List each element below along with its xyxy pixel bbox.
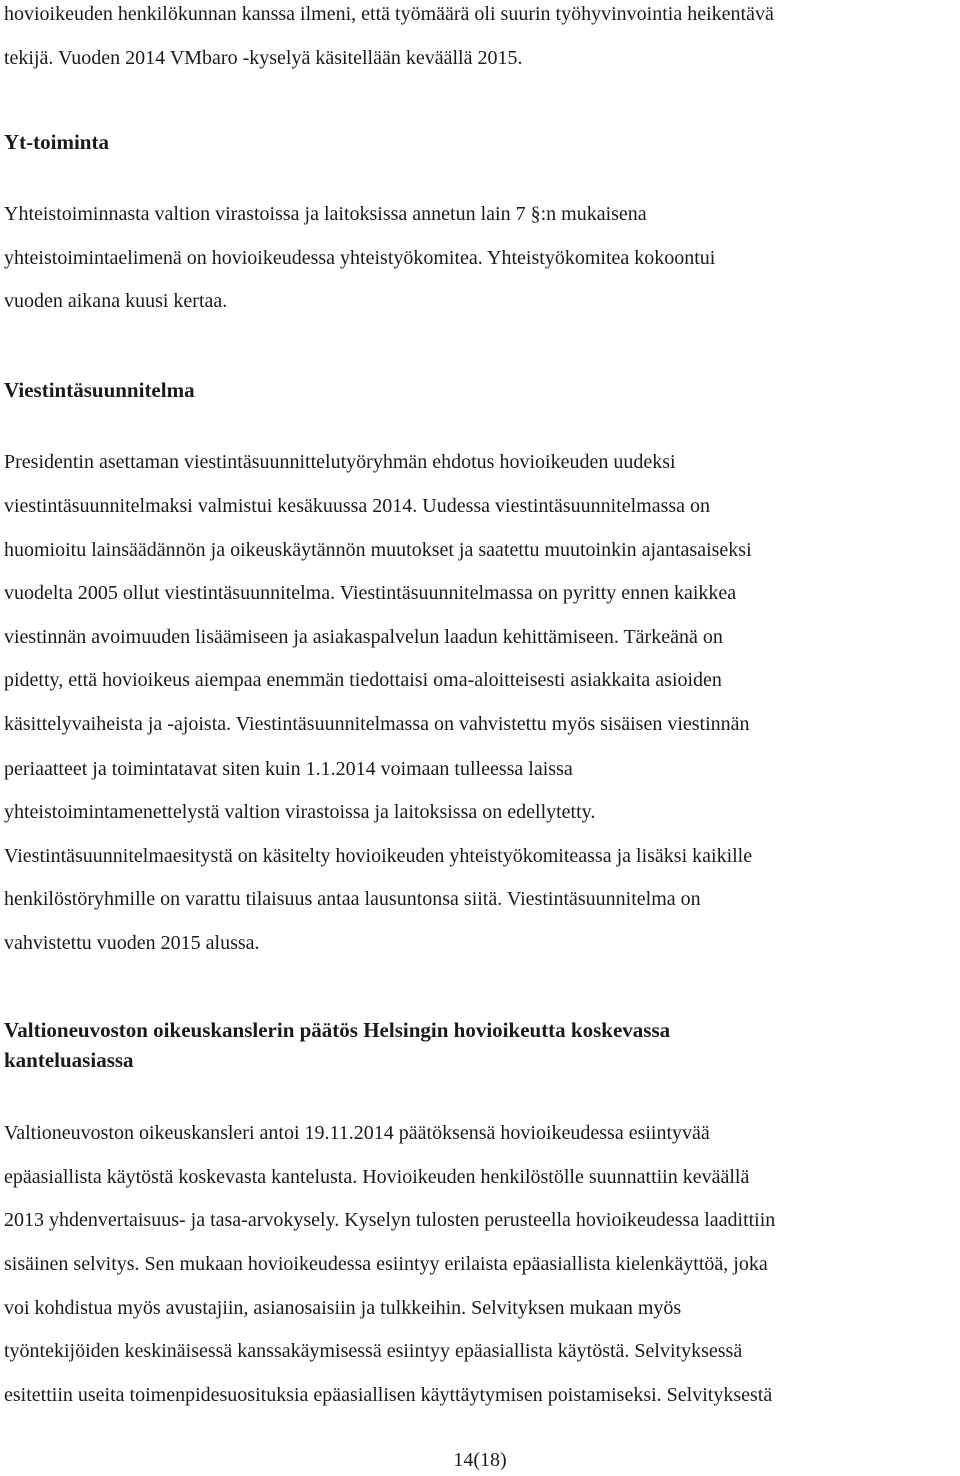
text-line: hovioikeuden henkilökunnan kanssa ilmeni, että työmäärä oli suurin työhyvinvointia heikentävä — [4, 3, 774, 25]
text-line: yhteistoimintaelimenä on hovioikeudessa yhteistyökomitea. Yhteistyökomitea kokoontui — [4, 247, 716, 269]
text-line: henkilöstöryhmille on varattu tilaisuus antaa lausuntonsa siitä. Viestintäsuunnitelma on — [4, 888, 701, 910]
text-line: huomioitu lainsäädännön ja oikeuskäytännön muutokset ja saatettu muutoinkin ajantasaiseksi — [4, 539, 752, 561]
text-line: Yhteistoiminnasta valtion virastoissa ja laitoksissa annetun lain 7 §:n mukaisena — [4, 203, 647, 225]
section-heading-yt-toiminta: Yt-toiminta — [4, 130, 109, 154]
text-line: pidetty, että hovioikeus aiempaa enemmän tiedottaisi oma-aloitteisesti asiakkaita asioiden — [4, 669, 722, 691]
text-line: yhteistoimintamenettelystä valtion virastoissa ja laitoksissa on edellytetty. — [4, 801, 596, 823]
text-line: vahvistettu vuoden 2015 alussa. — [4, 932, 260, 954]
text-line: viestinnän avoimuuden lisäämiseen ja asiakaspalvelun laadun kehittämiseen. Tärkeänä on — [4, 626, 723, 648]
text-line: Valtioneuvoston oikeuskansleri antoi 19.11.2014 päätöksensä hovioikeudessa esiintyvää — [4, 1122, 710, 1144]
text-line: Viestintäsuunnitelmaesitystä on käsitelty hovioikeuden yhteistyökomiteassa ja lisäksi kaikille — [4, 845, 753, 867]
text-line: vuodelta 2005 ollut viestintäsuunnitelma. Viestintäsuunnitelmassa on pyritty ennen kaikkea — [4, 582, 737, 604]
heading-line: Valtioneuvoston oikeuskanslerin päätös Helsingin hovioikeutta koskevassa — [4, 1018, 671, 1042]
text-line: Presidentin asettaman viestintäsuunnittelutyöryhmän ehdotus hovioikeuden uudeksi — [4, 451, 676, 473]
text-line: epäasiallista käytöstä koskevasta kantelusta. Hovioikeuden henkilöstölle suunnattiin keväällä — [4, 1166, 750, 1188]
heading-line: kanteluasiassa — [4, 1048, 134, 1072]
text-line: viestintäsuunnitelmaksi valmistui kesäkuussa 2014. Uudessa viestintäsuunnitelmassa on — [4, 495, 711, 517]
text-line: sisäinen selvitys. Sen mukaan hovioikeudessa esiintyy erilaista epäasiallista kielenkäyttöä, joka — [4, 1253, 768, 1275]
section-heading-viestintasuunnitelma: Viestintäsuunnitelma — [4, 378, 195, 402]
text-line: vuoden aikana kuusi kertaa. — [4, 290, 228, 312]
text-line: tekijä. Vuoden 2014 VMbaro -kyselyä käsitellään keväällä 2015. — [4, 47, 523, 69]
text-line: periaatteet ja toimintatavat siten kuin 1.1.2014 voimaan tulleessa laissa — [4, 758, 573, 780]
text-line: työntekijöiden keskinäisessä kanssakäymisessä esiintyy epäasiallista käytöstä. Selvityksessä — [4, 1340, 743, 1362]
page-number: 14(18) — [453, 1449, 507, 1471]
text-line: 2013 yhdenvertaisuus- ja tasa-arvokysely. Kyselyn tulosten perusteella hovioikeudessa laadittiin — [4, 1209, 776, 1231]
text-line: esitettiin useita toimenpidesuosituksia epäasiallisen käyttäytymisen poistamiseksi. Selvityksestä — [4, 1384, 773, 1406]
text-line: voi kohdistua myös avustajiin, asianosaisiin ja tulkkeihin. Selvityksen mukaan myös — [4, 1297, 682, 1319]
text-line: käsittelyvaiheista ja -ajoista. Viestintäsuunnitelmassa on vahvistettu myös sisäisen viestinnän — [4, 713, 750, 735]
